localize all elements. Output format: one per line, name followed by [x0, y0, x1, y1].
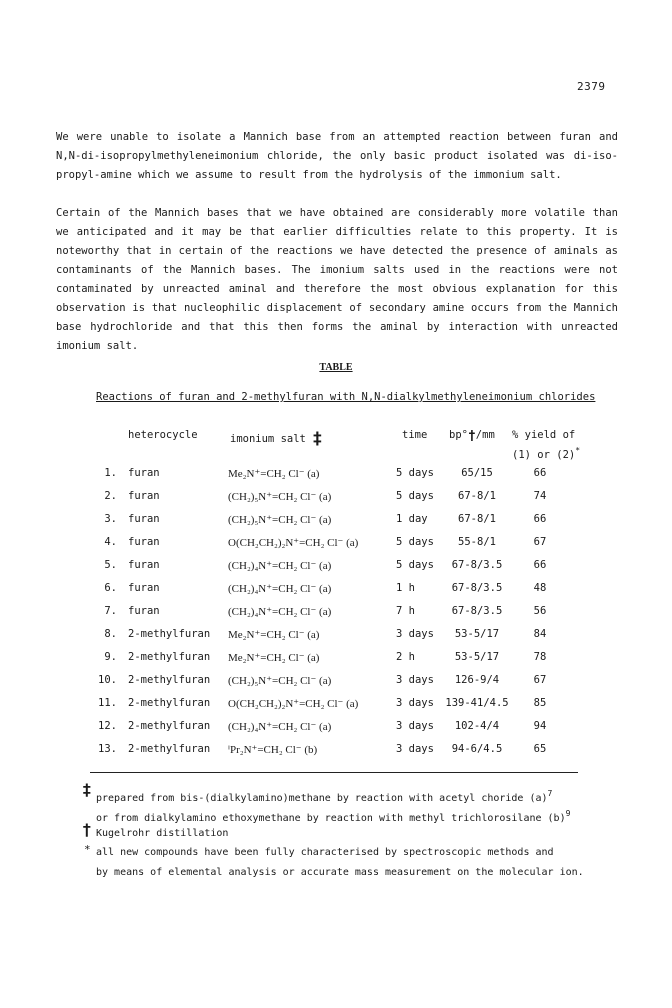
- header-yield-label: (1) or (2): [512, 449, 576, 461]
- table-row: [0, 513, 672, 533]
- row-heterocycle: furan: [128, 490, 160, 502]
- row-number: 10.: [98, 674, 117, 686]
- row-imonium-salt: Me₂N⁺=CH₂ Cl⁻ (a): [228, 629, 320, 641]
- row-number: 8.: [104, 628, 117, 640]
- footnote-alternative: [96, 806, 626, 827]
- table-row: [0, 743, 672, 763]
- row-yield: 74: [533, 490, 547, 502]
- table-row: [0, 697, 672, 717]
- table-row: [0, 720, 672, 740]
- table-row: [0, 674, 672, 694]
- paragraph-2: Certain of the Mannich bases that we have obtained are considerably more volatile than we anticipated and it may be that earlier difficulties relate to this property. It is noteworthy that in certain of the reactions we have detected the presence of aminals as contaminants of the Mannich bases. The imonium salts used in the reactions were not contaminated by unreacted aminal and therefore the most obvious explanation for this observation is that nucleophilic displacement of secondary amine occurs from the Mannich base hydrochloride and that this then forms the aminal by interaction with unreacted imonium salt.: [56, 207, 618, 352]
- row-number: 5.: [104, 559, 117, 571]
- row-yield: 84: [533, 628, 547, 640]
- table-caption: Reactions of furan and 2-methylfuran with N,N-dialkylmethyleneimonium chlorides: [96, 391, 596, 403]
- row-bp: 55-8/1: [458, 536, 496, 548]
- header-imonium-salt: [230, 429, 322, 449]
- table-row: [0, 559, 672, 579]
- row-number: 7.: [104, 605, 117, 617]
- row-yield: 85: [533, 697, 547, 709]
- row-heterocycle: 2-methylfuran: [128, 628, 211, 640]
- table-title: TABLE: [319, 362, 353, 373]
- row-bp: 67-8/1: [458, 513, 496, 525]
- footnote-line5: by means of elemental analysis or accurate mass measurement on the molecular ion.: [96, 867, 584, 878]
- row-imonium-salt: (CH₂)₄N⁺=CH₂ Cl⁻ (a): [228, 721, 332, 733]
- row-imonium-salt: Me₂N⁺=CH₂ Cl⁻ (a): [228, 468, 320, 480]
- row-yield: 78: [533, 651, 547, 663]
- row-number: 11.: [98, 697, 117, 709]
- table-row: [0, 490, 672, 510]
- table-row: [0, 628, 672, 648]
- row-bp: 67-8/3.5: [451, 559, 503, 571]
- row-time: 3 days: [396, 697, 434, 709]
- row-imonium-salt: O(CH₂CH₂)₂N⁺=CH₂ Cl⁻ (a): [228, 537, 359, 549]
- header-yield-line2: [512, 446, 580, 461]
- header-yield-line1: % yield of: [512, 429, 576, 441]
- row-heterocycle: furan: [128, 467, 160, 479]
- row-time: 3 days: [396, 720, 434, 732]
- row-time: 5 days: [396, 536, 434, 548]
- double-dagger-mark: ‡: [82, 780, 92, 799]
- row-time: 2 h: [396, 651, 415, 663]
- row-heterocycle: 2-methylfuran: [128, 743, 211, 755]
- row-bp: 53-5/17: [454, 651, 500, 663]
- dagger-mark: †: [82, 820, 92, 839]
- row-imonium-salt: (CH₂)₅N⁺=CH₂ Cl⁻ (a): [228, 675, 332, 687]
- footnote-line3: Kugelrohr distillation: [96, 828, 229, 839]
- row-imonium-salt: (CH₂)₅N⁺=CH₂ Cl⁻ (a): [228, 491, 332, 503]
- header-bp-label: bp°: [449, 429, 468, 441]
- row-bp: 67-8/1: [458, 490, 496, 502]
- row-imonium-salt: (CH₂)₄N⁺=CH₂ Cl⁻ (a): [228, 583, 332, 595]
- row-yield: 48: [533, 582, 547, 594]
- footnote-line2: or from dialkylamino ethoxymethane by reaction with methyl trichlorosilane (b): [96, 813, 566, 824]
- row-number: 3.: [104, 513, 117, 525]
- table-row: [0, 651, 672, 671]
- row-bp: 53-5/17: [454, 628, 500, 640]
- row-imonium-salt: (CH₂)₅N⁺=CH₂ Cl⁻ (a): [228, 514, 332, 526]
- row-number: 1.: [104, 467, 117, 479]
- row-bp: 139-41/4.5: [445, 697, 509, 709]
- header-bp-unit: /mm: [475, 429, 495, 441]
- row-heterocycle: furan: [128, 559, 160, 571]
- header-salt-label: imonium salt: [230, 433, 306, 445]
- row-heterocycle: 2-methylfuran: [128, 651, 211, 663]
- reference-7: 7: [547, 789, 553, 798]
- row-heterocycle: 2-methylfuran: [128, 697, 211, 709]
- footnote-divider: [90, 772, 578, 773]
- row-time: 3 days: [396, 674, 434, 686]
- double-dagger-mark: ‡: [312, 429, 323, 449]
- header-heterocycle: heterocycle: [128, 429, 198, 441]
- table-row: [0, 605, 672, 625]
- footnote-prepared: [82, 780, 626, 807]
- row-heterocycle: 2-methylfuran: [128, 720, 211, 732]
- row-bp: 126-9/4: [454, 674, 500, 686]
- header-bp: [449, 429, 495, 444]
- row-yield: 94: [533, 720, 547, 732]
- row-time: 1 h: [396, 582, 415, 594]
- row-heterocycle: furan: [128, 582, 160, 594]
- row-yield: 66: [533, 513, 547, 525]
- paragraph-1: We were unable to isolate a Mannich base from an attempted reaction between furan and N,N-di-isopropylmethyleneimonium chloride, the only basic product isolated was di-iso-propyl-amine which we assume to result from the hydrolysis of the immonium salt.: [56, 131, 618, 181]
- footnote-line4: all new compounds have been fully characterised by spectroscopic methods and: [96, 847, 554, 858]
- row-bp: 102-4/4: [454, 720, 500, 732]
- page-number: 2379: [577, 80, 606, 93]
- table-row: [0, 536, 672, 556]
- row-yield: 66: [533, 467, 547, 479]
- row-number: 13.: [98, 743, 117, 755]
- row-heterocycle: furan: [128, 513, 160, 525]
- table-row: [0, 467, 672, 487]
- row-yield: 67: [533, 674, 547, 686]
- row-number: 9.: [104, 651, 117, 663]
- row-bp: 65/15: [461, 467, 493, 479]
- row-time: 5 days: [396, 490, 434, 502]
- row-imonium-salt: O(CH₂CH₂)₂N⁺=CH₂ Cl⁻ (a): [228, 698, 359, 710]
- row-time: 5 days: [396, 559, 434, 571]
- row-bp: 67-8/3.5: [451, 605, 503, 617]
- row-imonium-salt: ⁱPr₂N⁺=CH₂ Cl⁻ (b): [228, 744, 318, 756]
- row-time: 7 h: [396, 605, 415, 617]
- row-time: 3 days: [396, 628, 434, 640]
- row-bp: 94-6/4.5: [451, 743, 503, 755]
- row-yield: 67: [533, 536, 547, 548]
- star-mark: *: [575, 446, 581, 455]
- reference-9: 9: [565, 809, 571, 818]
- star-mark: *: [84, 843, 91, 856]
- row-yield: 65: [533, 743, 547, 755]
- footnote-characterised: [84, 843, 626, 861]
- row-number: 6.: [104, 582, 117, 594]
- row-yield: 56: [533, 605, 547, 617]
- row-time: 5 days: [396, 467, 434, 479]
- header-time: time: [402, 429, 428, 441]
- table-row: [0, 582, 672, 602]
- footnote-kugelrohr: [82, 820, 626, 842]
- row-bp: 67-8/3.5: [451, 582, 503, 594]
- row-imonium-salt: (CH₂)₄N⁺=CH₂ Cl⁻ (a): [228, 560, 332, 572]
- row-number: 4.: [104, 536, 117, 548]
- row-heterocycle: furan: [128, 536, 160, 548]
- row-yield: 66: [533, 559, 547, 571]
- row-imonium-salt: (CH₂)₄N⁺=CH₂ Cl⁻ (a): [228, 606, 332, 618]
- footnote-line1: prepared from bis-(dialkylamino)methane by reaction with acetyl choride (a): [96, 793, 548, 804]
- row-heterocycle: 2-methylfuran: [128, 674, 211, 686]
- row-time: 3 days: [396, 743, 434, 755]
- row-number: 2.: [104, 490, 117, 502]
- row-time: 1 day: [396, 513, 428, 525]
- dagger-mark: †: [467, 429, 476, 444]
- row-heterocycle: furan: [128, 605, 160, 617]
- row-imonium-salt: Me₂N⁺=CH₂ Cl⁻ (a): [228, 652, 320, 664]
- row-number: 12.: [98, 720, 117, 732]
